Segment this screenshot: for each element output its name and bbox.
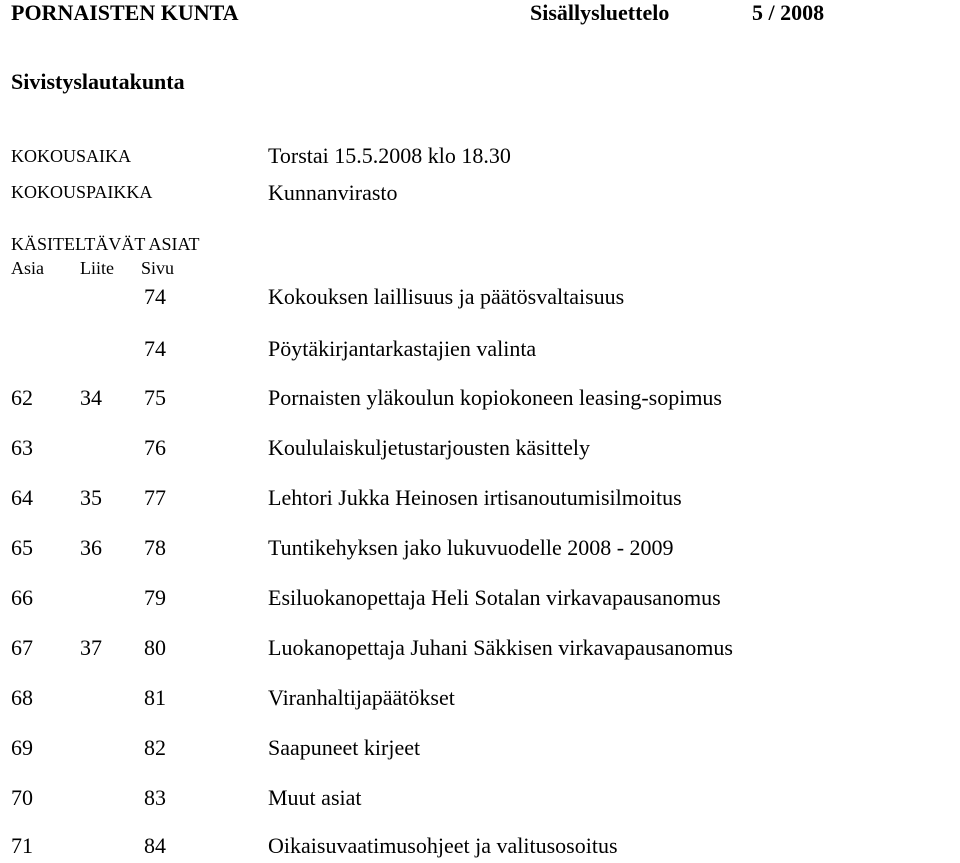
item-sivu: 80 <box>144 635 166 660</box>
item-sivu: 74 <box>144 336 166 361</box>
item-asia: 64 <box>11 485 33 510</box>
item-title: Kokouksen laillisuus ja päätösvaltaisuus <box>268 284 625 309</box>
column-header-sivu: Sivu <box>141 258 175 278</box>
meeting-place-value: Kunnanvirasto <box>268 180 398 205</box>
item-title: Pöytäkirjantarkastajien valinta <box>268 336 537 361</box>
municipality-name: PORNAISTEN KUNTA <box>11 0 239 25</box>
item-sivu: 82 <box>144 735 166 760</box>
item-sivu: 84 <box>144 833 166 858</box>
item-asia: 69 <box>11 735 33 760</box>
item-sivu: 81 <box>144 685 166 710</box>
item-liite: 34 <box>80 385 102 410</box>
item-liite: 35 <box>80 485 102 510</box>
item-title: Esiluokanopettaja Heli Sotalan virkavapausanomus <box>268 585 721 610</box>
agenda-heading: KÄSITELTÄVÄT ASIAT <box>11 234 200 254</box>
agenda-item <box>0 685 960 715</box>
agenda-item <box>0 635 960 665</box>
agenda-item <box>0 833 960 863</box>
agenda-item <box>0 336 960 366</box>
item-asia: 62 <box>11 385 33 410</box>
issue-number: 5 / 2008 <box>752 0 825 25</box>
agenda-item <box>0 385 960 415</box>
item-title: Saapuneet kirjeet <box>268 735 421 760</box>
column-header-asia: Asia <box>11 258 44 278</box>
item-sivu: 78 <box>144 535 166 560</box>
item-asia: 70 <box>11 785 33 810</box>
item-sivu: 77 <box>144 485 166 510</box>
agenda-item <box>0 585 960 615</box>
item-asia: 68 <box>11 685 33 710</box>
item-sivu: 79 <box>144 585 166 610</box>
item-sivu: 75 <box>144 385 166 410</box>
item-asia: 71 <box>11 833 33 858</box>
agenda-item <box>0 435 960 465</box>
item-asia: 66 <box>11 585 33 610</box>
item-asia: 65 <box>11 535 33 560</box>
agenda-item <box>0 485 960 515</box>
item-liite: 37 <box>80 635 102 660</box>
document-type: Sisällysluettelo <box>530 0 670 25</box>
board-name: Sivistyslautakunta <box>11 69 185 94</box>
item-asia: 63 <box>11 435 33 460</box>
agenda-item <box>0 785 960 815</box>
item-title: Muut asiat <box>268 785 362 810</box>
item-title: Koululaiskuljetustarjousten käsittely <box>268 435 591 460</box>
item-title: Oikaisuvaatimusohjeet ja valitusosoitus <box>268 833 618 858</box>
meeting-time-value: Torstai 15.5.2008 klo 18.30 <box>268 143 511 168</box>
item-asia: 67 <box>11 635 33 660</box>
item-title: Tuntikehyksen jako lukuvuodelle 2008 - 2009 <box>268 535 674 560</box>
item-sivu: 83 <box>144 785 166 810</box>
column-header-liite: Liite <box>80 258 114 278</box>
item-title: Viranhaltijapäätökset <box>268 685 455 710</box>
meeting-place-label: KOKOUSPAIKKA <box>11 182 153 202</box>
item-title: Pornaisten yläkoulun kopiokoneen leasing-sopimus <box>268 385 722 410</box>
item-sivu: 76 <box>144 435 166 460</box>
item-title: Luokanopettaja Juhani Säkkisen virkavapausanomus <box>268 635 733 660</box>
agenda-item <box>0 284 960 314</box>
item-liite: 36 <box>80 535 102 560</box>
agenda-item <box>0 535 960 565</box>
item-title: Lehtori Jukka Heinosen irtisanoutumisilmoitus <box>268 485 682 510</box>
meeting-time-label: KOKOUSAIKA <box>11 146 131 166</box>
item-sivu: 74 <box>144 284 166 309</box>
agenda-item <box>0 735 960 765</box>
